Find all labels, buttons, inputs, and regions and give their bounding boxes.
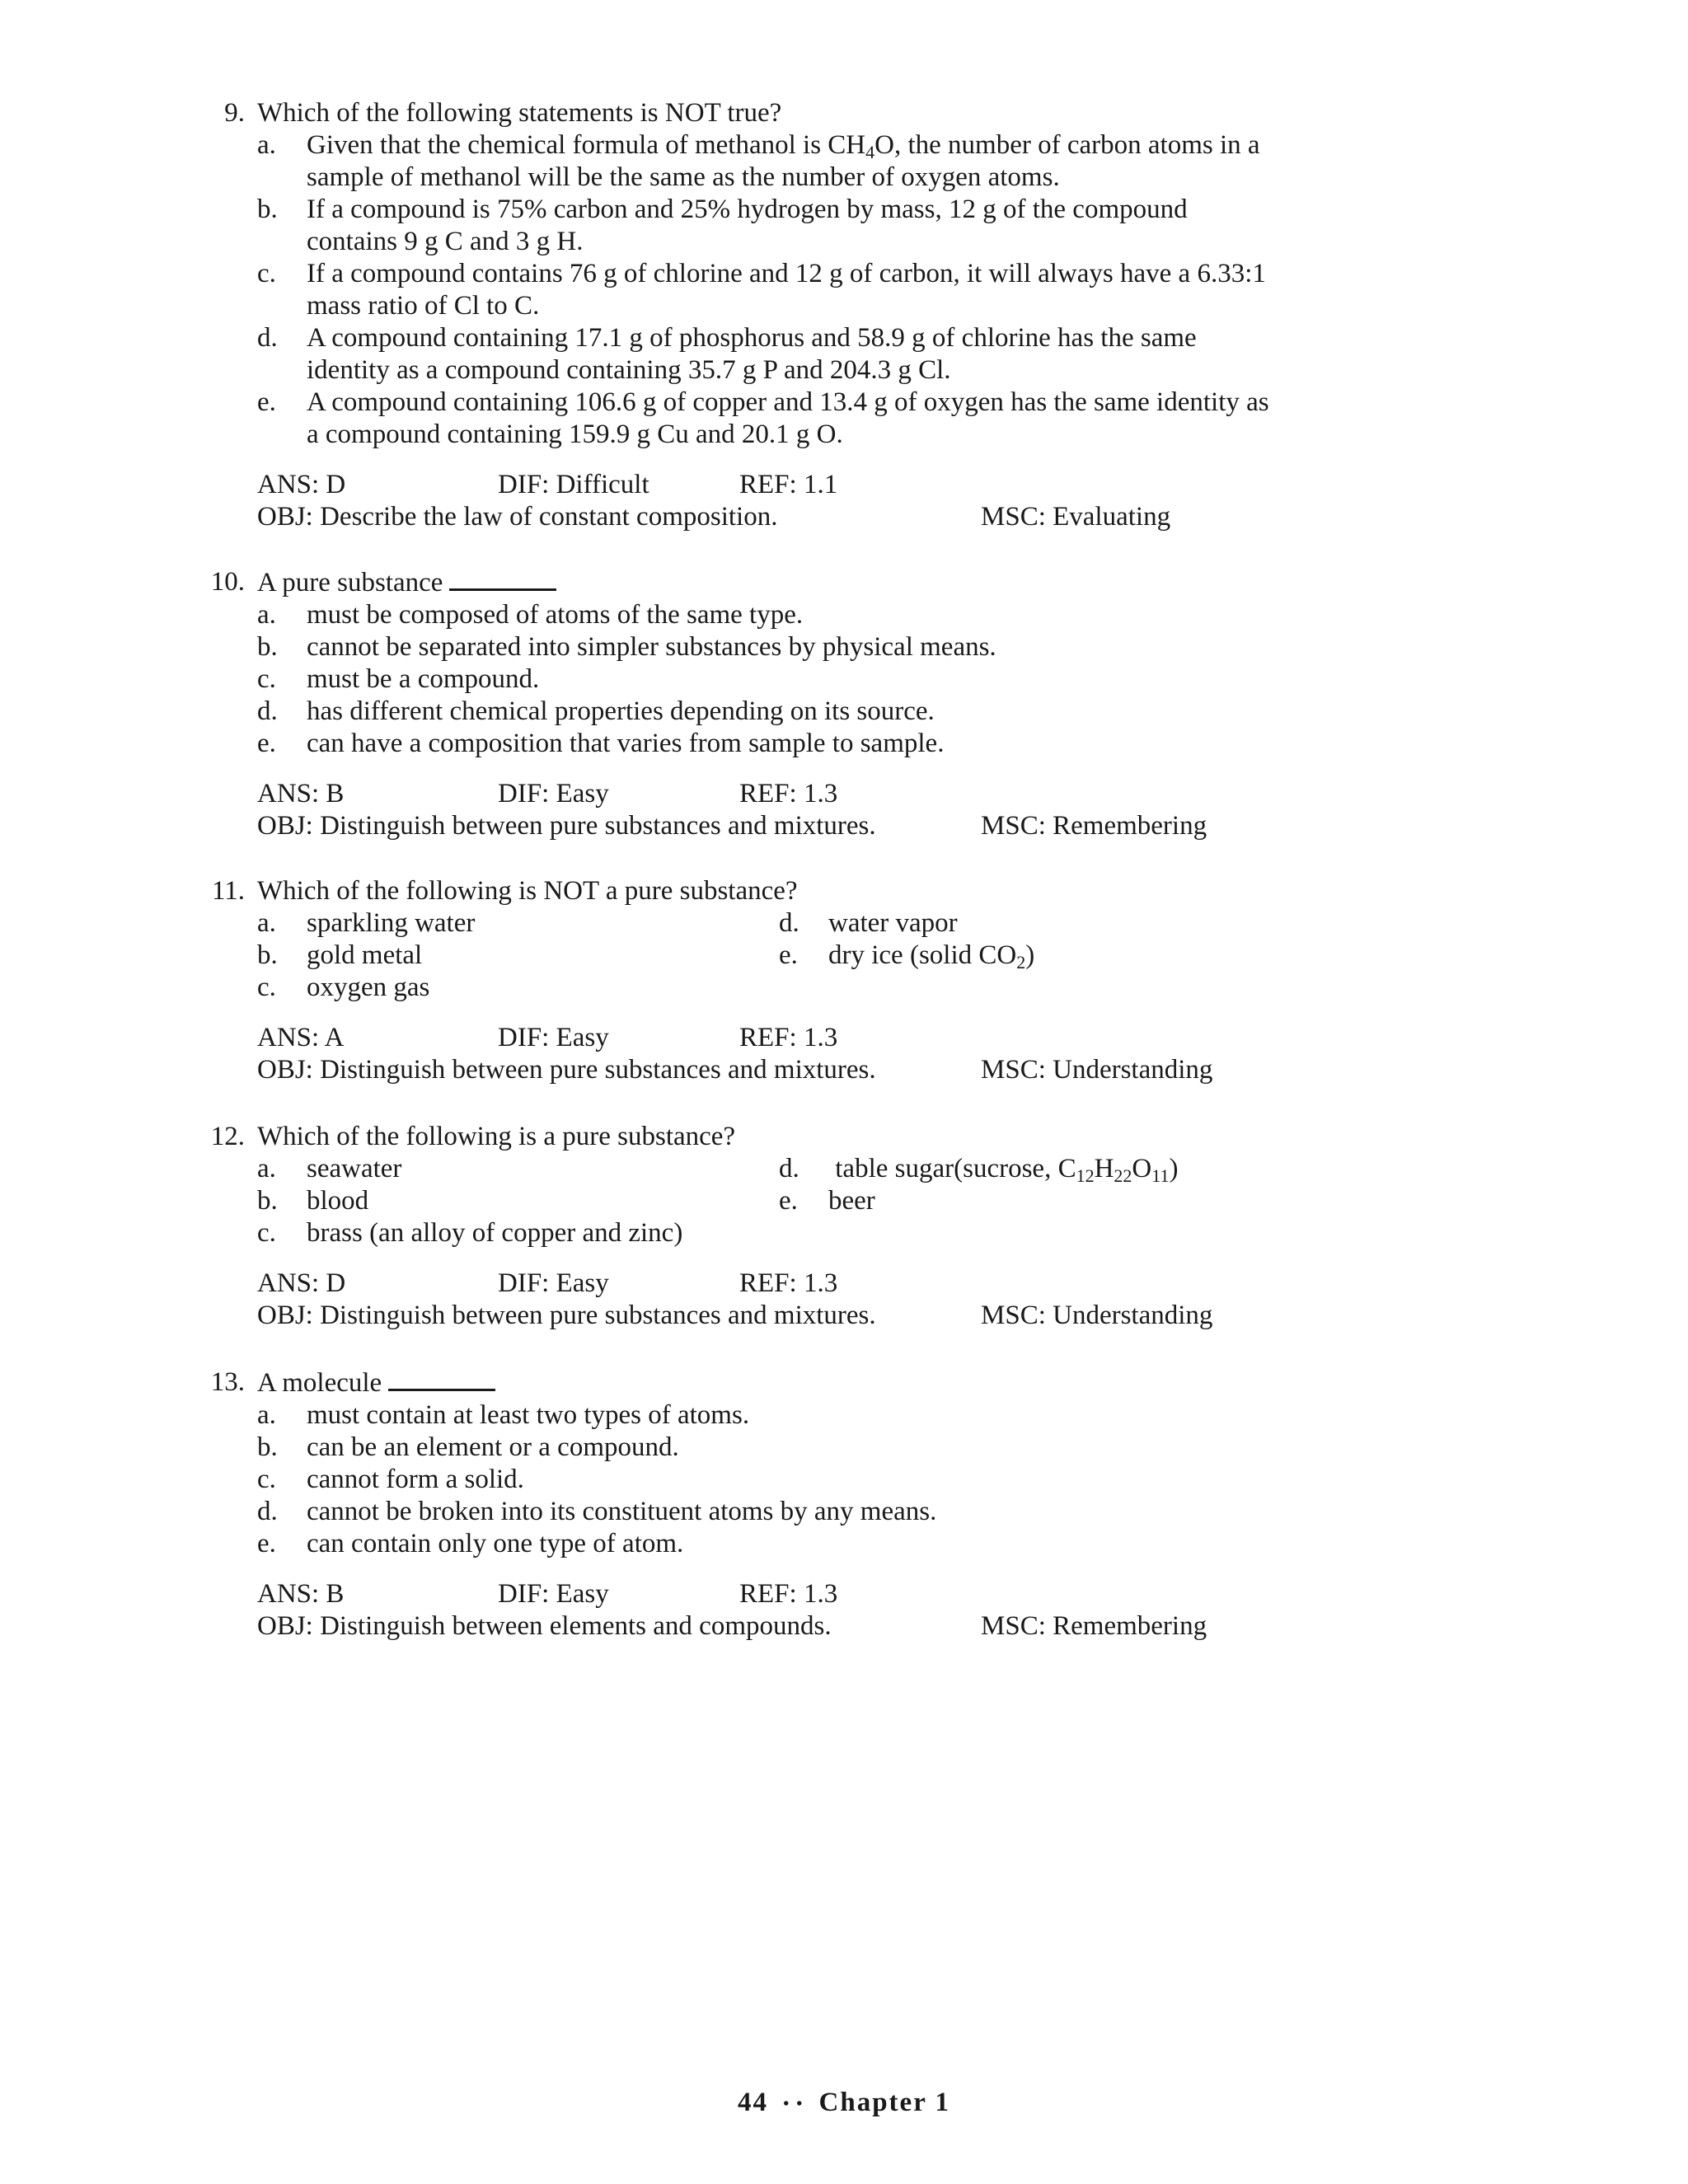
reference: REF: 1.3 (739, 779, 838, 808)
msc: MSC: Remembering (981, 811, 1207, 841)
msc: MSC: Understanding (981, 1301, 1213, 1330)
difficulty: DIF: Easy (498, 1579, 609, 1609)
option-c: c. oxygen gas (257, 972, 430, 1002)
question-number: 10. (210, 567, 245, 597)
answer: ANS: B (257, 1579, 345, 1609)
question-13 (210, 1366, 1329, 1643)
option-c: c. brass (an alloy of copper and zinc) (257, 1218, 683, 1248)
question-number: 12. (210, 1122, 245, 1151)
answer-blank (449, 566, 556, 591)
question-9 (224, 97, 1329, 533)
reference: REF: 1.3 (739, 1268, 838, 1298)
option-b: b. gold metal (257, 940, 423, 970)
objective: OBJ: Distinguish between pure substances and mixtures. (257, 1055, 876, 1085)
difficulty: DIF: Easy (498, 1023, 609, 1052)
question-stem: A molecule (257, 1366, 1329, 1399)
question-number: 11. (211, 876, 245, 906)
separator-dots: • • (783, 2094, 804, 2113)
option-e: e. can contain only one type of atom. (257, 1529, 684, 1558)
option-c: c. must be a compound. (257, 664, 540, 694)
msc: MSC: Understanding (981, 1055, 1213, 1085)
option-b: b. cannot be separated into simpler substances by physical means. (257, 632, 996, 662)
option-e: e. A compound containing 106.6 g of copper and 13.4 g of oxygen has the same identity as a compound containing 159.9 g Cu and 20.1 g O. (257, 387, 1269, 449)
question-number: 13. (210, 1367, 245, 1397)
option-a: a. sparkling water (257, 908, 476, 938)
msc: MSC: Remembering (981, 1611, 1207, 1641)
reference: REF: 1.1 (739, 470, 838, 499)
option-d: d. cannot be broken into its constituent atoms by any means. (257, 1497, 937, 1526)
msc: MSC: Evaluating (981, 502, 1171, 532)
reference: REF: 1.3 (739, 1023, 838, 1052)
option-a: a. must be composed of atoms of the same type. (257, 600, 804, 630)
question-stem: Which of the following is NOT a pure substance? (257, 876, 798, 906)
option-a: a. seawater (257, 1154, 402, 1183)
answer-metadata (257, 1268, 1329, 1332)
question-10 (210, 566, 1329, 842)
option-d: d. A compound containing 17.1 g of phosphorus and 58.9 g of chlorine has the same identity as a compound containing 35.7 g P and 204.3 g Cl. (257, 323, 1197, 385)
option-b: b. can be an element or a compound. (257, 1432, 679, 1462)
chapter-label: Chapter 1 (818, 2088, 950, 2117)
option-a: a. Given that the chemical formula of methanol is $CH_4O$, the number of carbon atoms in a sample of methanol will be the same as the number of oxygen atoms. (257, 130, 1260, 192)
objective: OBJ: Describe the law of constant composition. (257, 502, 778, 532)
option-e: e. can have a composition that varies from sample to sample. (257, 729, 945, 758)
answer: ANS: D (257, 470, 346, 499)
answer-metadata (257, 1578, 1329, 1643)
answer: ANS: A (257, 1023, 345, 1052)
question-12 (210, 1121, 1329, 1332)
answer-metadata (257, 469, 1329, 533)
answer-metadata (257, 1022, 1329, 1086)
answer: ANS: B (257, 779, 345, 808)
answer-metadata (257, 778, 1329, 842)
option-c: c. If a compound contains 76 g of chlorine and 12 g of carbon, it will always have a 6.33:1 mass ratio of Cl to C. (257, 259, 1266, 321)
option-b: b. blood (257, 1186, 369, 1216)
option-e: e. beer (779, 1186, 875, 1216)
question-stem: Which of the following statements is NOT true? (257, 98, 782, 128)
difficulty: DIF: Easy (498, 1268, 609, 1298)
options-columns (257, 907, 1329, 1004)
answer-blank (388, 1366, 495, 1391)
question-stem: Which of the following is a pure substance? (257, 1122, 736, 1151)
difficulty: DIF: Easy (498, 779, 609, 808)
objective: OBJ: Distinguish between pure substances and mixtures. (257, 811, 876, 841)
question-11 (211, 875, 1329, 1086)
option-b: b. If a compound is 75% carbon and 25% hydrogen by mass, 12 g of the compound contains 9 g C and 3 g H. (257, 194, 1188, 256)
reference: REF: 1.3 (739, 1579, 838, 1609)
options-columns (257, 1153, 1329, 1249)
option-d: d. has different chemical properties depending on its source. (257, 696, 935, 726)
difficulty: DIF: Difficult (498, 470, 649, 499)
question-stem: A pure substance (257, 566, 1329, 599)
answer: ANS: D (257, 1268, 346, 1298)
option-d: d. table sugar(sucrose, $C_{12}H_{22}O_{11}$) (779, 1154, 1179, 1186)
page-number: 44 (738, 2088, 768, 2117)
objective: OBJ: Distinguish between elements and compounds. (257, 1611, 832, 1641)
question-number: 9. (224, 98, 245, 128)
option-d: d. water vapor (779, 908, 958, 938)
option-a: a. must contain at least two types of atoms. (257, 1400, 750, 1430)
option-c: c. cannot form a solid. (257, 1465, 524, 1494)
page-footer (0, 2088, 1688, 2118)
option-e: e. dry ice (solid $CO_2$) (779, 940, 1035, 972)
objective: OBJ: Distinguish between pure substances and mixtures. (257, 1301, 876, 1330)
